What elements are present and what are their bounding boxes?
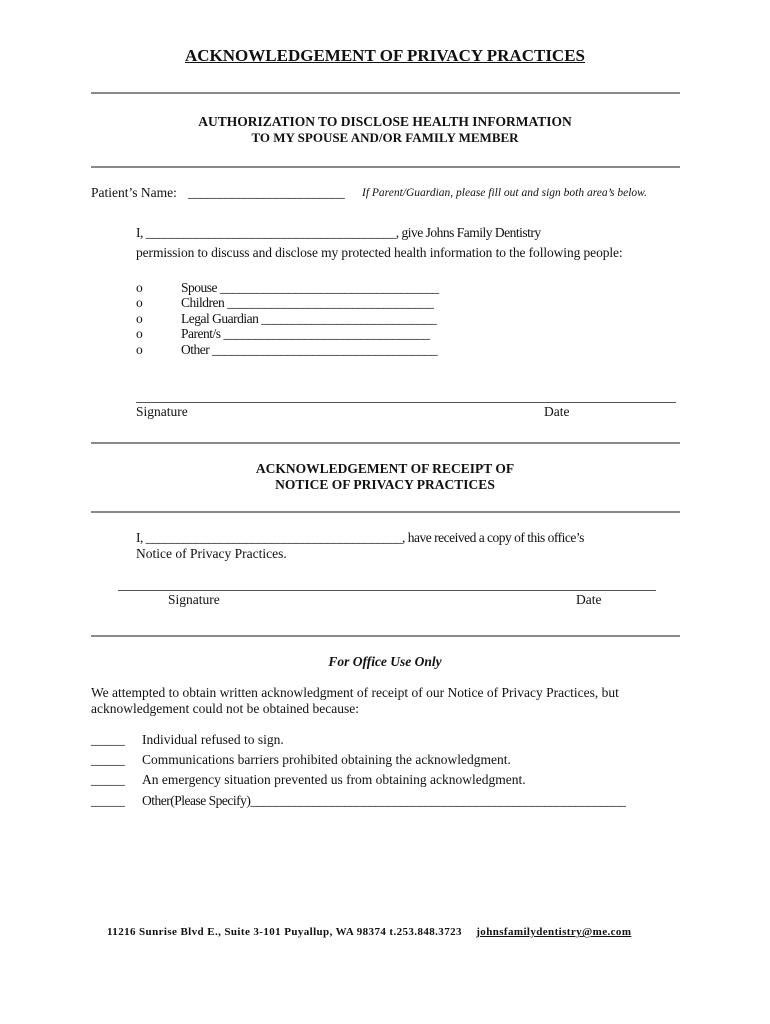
section-heading-authorization: AUTHORIZATION TO DISCLOSE HEALTH INFORMATION [198, 114, 572, 129]
signature-line[interactable] [118, 590, 656, 591]
option-bullet: o [136, 280, 143, 295]
section-heading-receipt: ACKNOWLEDGEMENT OF RECEIPT OF [255, 461, 515, 476]
divider [91, 442, 680, 444]
footer-email-link[interactable]: johnsfamilydentistry@me.com [476, 926, 632, 938]
reason-communication-barriers: Communications barriers prohibited obtaining the acknowledgment. [142, 752, 511, 767]
reason-emergency: An emergency situation prevented us from obtaining acknowledgment. [142, 772, 526, 787]
reason-checkbox-blank[interactable]: _____ [91, 732, 125, 747]
footer [107, 926, 631, 938]
signature-line[interactable] [136, 402, 676, 403]
reason-refused: Individual refused to sign. [142, 732, 284, 747]
receipt-name-field[interactable]: I, _________________________________________, have received a copy of this office’s [136, 530, 584, 545]
notice-statement: Notice of Privacy Practices. [136, 546, 287, 561]
option-bullet: o [136, 311, 143, 326]
section-subheading-receipt: NOTICE OF PRIVACY PRACTICES [275, 477, 495, 492]
page-title: ACKNOWLEDGEMENT OF PRIVACY PRACTICES [184, 46, 585, 65]
reason-checkbox-blank[interactable]: _____ [91, 793, 125, 808]
office-use-heading: For Office Use Only [328, 654, 442, 669]
reason-checkbox-blank[interactable]: _____ [91, 772, 125, 787]
option-parents-field[interactable]: Parent/s _________________________________ [181, 326, 430, 341]
parent-guardian-note: If Parent/Guardian, please fill out and sign both area’s below. [362, 187, 647, 199]
option-bullet: o [136, 342, 143, 357]
option-other-field[interactable]: Other ____________________________________ [181, 342, 438, 357]
patient-name-label: Patient’s Name: [91, 185, 177, 200]
authorization-name-field[interactable]: I, ________________________________________, give Johns Family Dentistry [136, 225, 541, 240]
reason-other-field[interactable]: Other(Please Specify)____________________________________________________________ [142, 793, 626, 808]
signature-label: Signature [136, 404, 188, 419]
date-label: Date [544, 404, 570, 419]
option-legal-guardian-field[interactable]: Legal Guardian ____________________________ [181, 311, 437, 326]
office-paragraph-line: We attempted to obtain written acknowledgment of receipt of our Notice of Privacy Practices, but [91, 685, 619, 700]
permission-statement: permission to discuss and disclose my protected health information to the following people: [136, 245, 623, 260]
office-paragraph-line: acknowledgement could not be obtained because: [91, 701, 360, 716]
option-spouse-field[interactable]: Spouse ___________________________________ [181, 280, 439, 295]
option-bullet: o [136, 295, 143, 310]
reason-checkbox-blank[interactable]: _____ [91, 752, 125, 767]
divider [91, 511, 680, 513]
patient-name-field[interactable]: _________________________ [188, 185, 345, 200]
option-children-field[interactable]: Children _________________________________ [181, 295, 434, 310]
footer-address: 11216 Sunrise Blvd E., Suite 3-101 Puyallup, WA 98374 t.253.848.3723 [107, 926, 462, 938]
date-label: Date [576, 592, 602, 607]
signature-label: Signature [168, 592, 220, 607]
divider [91, 635, 680, 637]
divider [91, 166, 680, 168]
option-bullet: o [136, 326, 143, 341]
divider [91, 92, 680, 94]
section-subheading-authorization: TO MY SPOUSE AND/OR FAMILY MEMBER [251, 130, 519, 145]
